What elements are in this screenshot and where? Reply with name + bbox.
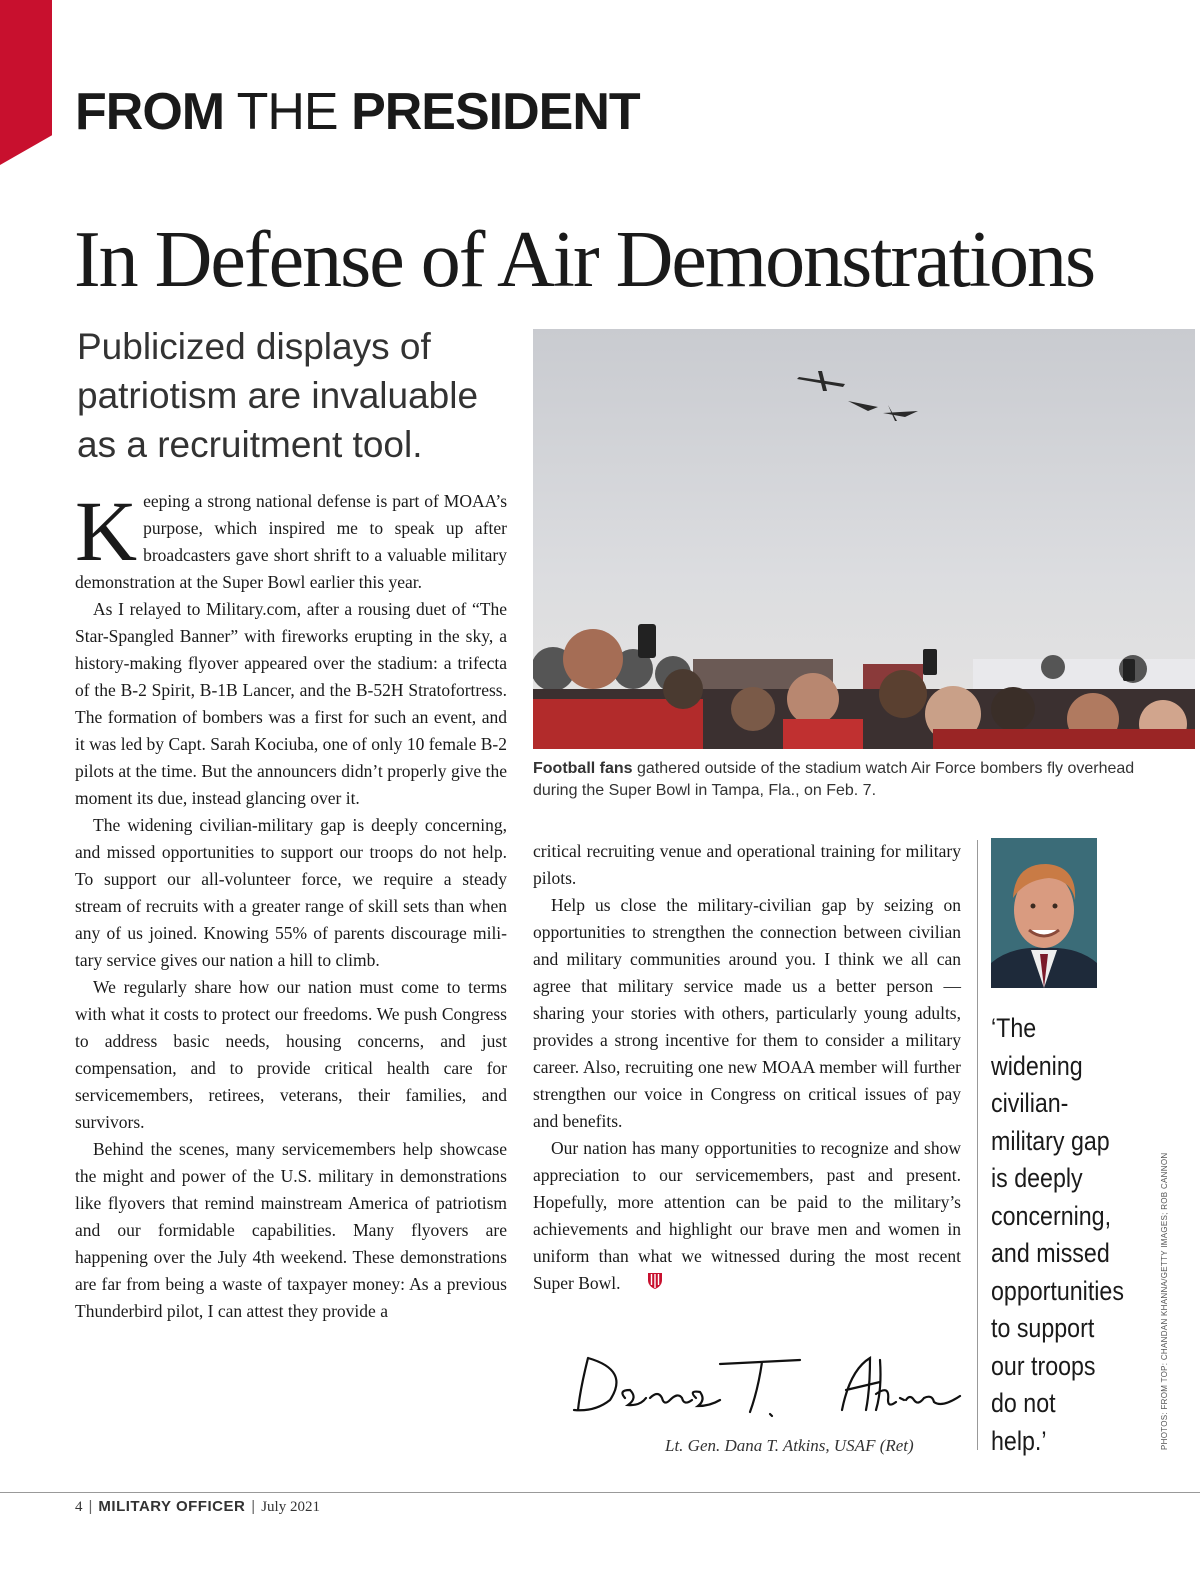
caption-lead: Football fans: [533, 760, 633, 777]
body-paragraph: As I relayed to Military.com, after a rousing duet of “The Star-Spangled Banner” with fireworks erupting in the sky, a history-making flyover appeared over the stadium: a trifecta of the B-2 Spirit, B-1B Lancer, and the B-52H Stratofortress. The formation of bombers was a first for such an event, and it was led by Capt. Sarah Kociuba, one of only 10 female B-2 pilots at the time. But the announcers didn’t properly give the moment its due, instead glancing over it.: [75, 599, 507, 808]
article-title: In Defense of Air Demonstrations: [74, 216, 1095, 304]
body-column-2: [533, 838, 961, 1298]
column-divider: [977, 840, 978, 1450]
pull-quote: ‘The widening civilian-military gap is deeply concerning, and missed opportunities to support our troops do not help.’: [991, 1013, 1124, 1456]
photo-caption: [533, 758, 1153, 802]
photo-credit: PHOTOS: FROM TOP: CHANDAN KHANNA/GETTY IMAGES; ROB CANNON: [1160, 1152, 1169, 1450]
moaa-shield-end-mark-icon: [629, 1271, 663, 1298]
body-column-1: [75, 483, 507, 1325]
magazine-name: MILITARY OFFICER: [98, 1498, 246, 1515]
red-corner-tab: [0, 0, 52, 165]
section-word-from: FROM: [75, 83, 225, 141]
article-deck: Publicized displays of patriotism are invaluable as a recruitment tool.: [77, 326, 479, 465]
handwritten-signature: [570, 1350, 965, 1425]
author-portrait: [991, 838, 1097, 988]
body-paragraph: The widening civilian-military gap is deeply concerning, and missed opportunities to support our troops do not help. To support our all-volunteer force, we require a steady stream of recruits with a greater range of skill sets than when any of us joined. Knowing 55% of parents discourage military service gives our nation a hill to climb.: [75, 815, 507, 970]
page-number: 4: [75, 1499, 83, 1515]
body-paragraph: We regularly share how our nation must come to terms with what it costs to protect our freedoms. We push Congress to address basic needs, housing concerns, and just compensation, and to provide critical health care for servicemembers, retirees, veterans, their families, and survivors.: [75, 977, 507, 1132]
body-paragraph: Our nation has many opportunities to recognize and show appreciation to our servicemembers, past and present. Hopefully, more attention can be paid to the military’s achievements and highlight our brave men and women in uniform than what we witnessed during the most recent Super Bowl.: [533, 1135, 961, 1298]
body-paragraph: critical recruiting venue and operational training for military pilots.: [533, 841, 961, 888]
body-paragraph: Help us close the military-civilian gap by seizing on opportunities to strengthen the connection between civilian and military communities around you. I think we all can agree that military service made us a better person — sharing your stories with others, particularly young adults, provides a strong incentive for them to consider a military career. Also, recruiting one new MOAA member will further strengthen our voice in Congress on critical issues of pay and benefits.: [533, 895, 961, 1131]
section-word-the: THE: [236, 83, 338, 141]
caption-text: gathered outside of the stadium watch Air Force bombers fly overhead during the Super Bowl in Tampa, Fla., on Feb. 7.: [533, 760, 1135, 799]
issue-date: July 2021: [261, 1499, 320, 1515]
section-word-president: PRESIDENT: [351, 83, 640, 141]
drop-cap: K: [75, 483, 138, 579]
body-paragraph: Behind the scenes, many servicemembers help showcase the might and power of the U.S. military in demonstrations like flyovers that remind mainstream America of patriotism and our formidable capabilities. Many flyovers are happening over the July 4th weekend. These demonstrations are far from being a waste of taxpayer money: As a previous Thunderbird pilot, I can attest they provide a: [75, 1139, 507, 1321]
footer-separator: |: [251, 1498, 256, 1515]
body-paragraph: Keeping a strong national defense is part of MOAA’s purpose, which inspired me to speak up after broadcasters gave short shrift to a valuable military demonstration at the Super Bowl earlier this year.: [75, 483, 507, 592]
footer-rule: [0, 1492, 1200, 1493]
stadium-flyover-photo: [533, 329, 1195, 749]
page-footer: [75, 1498, 320, 1516]
footer-separator: |: [88, 1498, 93, 1515]
author-signoff: Lt. Gen. Dana T. Atkins, USAF (Ret): [665, 1436, 914, 1455]
section-header: [75, 82, 640, 142]
